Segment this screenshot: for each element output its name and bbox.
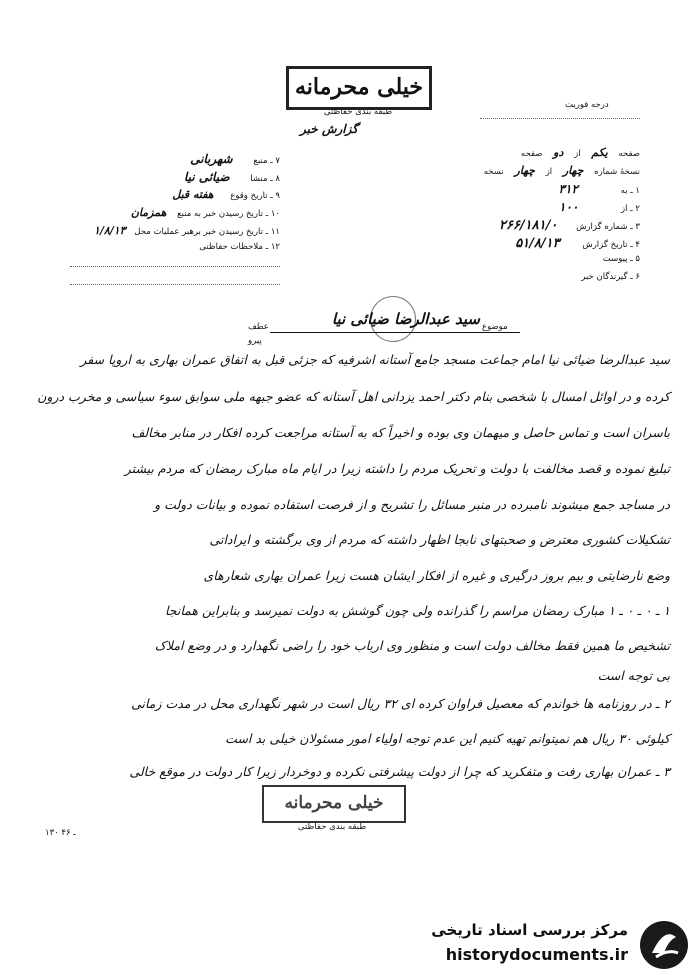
- left-notes-line-2: [70, 284, 280, 285]
- from-value: ۱۰۰: [559, 200, 579, 214]
- left-field-origin-value: ضیائی نیا: [183, 170, 230, 184]
- report-number-value: ۲۶۶/۱۸۱/۰: [498, 218, 558, 233]
- watermark-area: [380, 915, 700, 975]
- subject-underline: [270, 332, 520, 333]
- archive-logo-icon: [638, 919, 690, 971]
- atf-label: عطف: [248, 322, 269, 332]
- footer-stamp-text: خیلی محرمانه: [284, 793, 384, 813]
- left-notes-line-1: [70, 266, 280, 267]
- classification-stamp: [286, 66, 432, 110]
- right-field-page: صفحه یکم از دو صفحه: [520, 146, 640, 159]
- form-code: ۱۳۰ ـ ۴۶: [45, 828, 76, 838]
- right-field-from: ۲ ـ از ۱۰۰: [559, 200, 640, 214]
- body-line: باسران است و تماس حاصل و میهمان وی بوده و اخیراً که به آستانه مراجعت کرده افکار در منابر مخالف: [131, 425, 670, 440]
- body-line: ۲ ـ در روزنامه ها خواندم که معصیل فراوان کرده ای ۳۲ ریال است در شهر نگهداری محل در مدت زمانی: [131, 696, 670, 711]
- page-number: یکم: [591, 146, 608, 159]
- copy-number: چهار: [562, 164, 584, 177]
- left-field-source-value: شهربانی: [190, 152, 233, 166]
- footer-stamp-subtitle: طبقه بندی حفاظتی: [297, 822, 367, 832]
- priority-dots: [480, 118, 640, 119]
- right-field-to: ۱ ـ به ۳۱۲: [558, 182, 640, 196]
- subject-value: سید عبدالرضا ضیائی نیا: [331, 310, 480, 328]
- left-field-receive-leader-value: ۱/۸/۱۳: [93, 224, 126, 237]
- left-field-receive-source-value: همزمان: [130, 206, 167, 219]
- body-line: ۳ ـ عمران بهاری رفت و متفکرید که چرا از دولت پیشرفتی نکرده و دوخردار زیرا کار دولت در موقع خالی: [129, 764, 670, 779]
- priority-label: درجه فوریت: [565, 100, 609, 110]
- right-field-attachment: ۵ ـ پیوست: [602, 254, 640, 264]
- right-field-recipients: ۶ ـ گیرندگان خبر: [581, 272, 640, 282]
- left-field-occurrence-date: ۹ ـ تاریخ وقوع هفته قبل: [172, 188, 280, 201]
- classification-subtitle: طبقه بندی حفاظتی: [323, 107, 393, 117]
- left-field-source: ۷ ـ منبع شهربانی: [190, 152, 280, 166]
- watermark-url: historydocuments.ir: [445, 945, 628, 964]
- footer-stamp: [262, 785, 406, 823]
- left-field-occurrence-value: هفته قبل: [172, 188, 214, 201]
- right-field-copy: نسخهٔ شماره چهار از چهار نسخه: [483, 164, 640, 177]
- classification-stamp-text: خیلی محرمانه: [294, 74, 424, 100]
- left-field-origin: ۸ ـ منشا ضیائی نیا: [183, 170, 280, 184]
- left-field-receive-leader: ۱۱ ـ تاریخ رسیدن خبر برهبر عملیات محل ۱/۸/۱۳: [93, 224, 280, 237]
- body-line: کرده و در اوائل امسال با شخصی بنام دکتر احمد یزدانی اهل آستانه که عضو جبهه ملی سوابق سوء سیاسی و مخرب درون: [37, 389, 670, 404]
- copy-total: چهار: [514, 164, 535, 177]
- left-field-receive-source: ۱۰ ـ تاریخ رسیدن خبر به منبع همزمان: [130, 206, 280, 219]
- body-line: تبلیغ نموده و قصد مخالفت با دولت و تحریک مردم را داشته زیرا در ایام ماه مبارک رمضان که مردم بیشتر: [124, 461, 670, 476]
- to-value: ۳۱۲: [558, 182, 578, 196]
- right-field-report-number: ۳ ـ شماره گزارش ۲۶۶/۱۸۱/۰: [498, 218, 640, 233]
- left-field-security-notes: ۱۲ ـ ملاحظات حفاظتی: [199, 242, 280, 252]
- body-line: وضع نارضایتی و بیم بروز درگیری و غیره از افکار ایشان هست زیرا عمران بهاری شعارهای: [203, 568, 670, 583]
- body-line: تشکیلات کشوری معترض و صحبتهای نابجا اظهار داشته که مردم از وی برگشته و ایراداتی: [209, 532, 670, 547]
- peyro-label: پیرو: [248, 336, 262, 346]
- right-field-report-date: ۴ ـ تاریخ گزارش ۵۱/۸/۱۳: [515, 236, 640, 251]
- watermark-name: مرکز بررسی اسناد تاریخی: [431, 921, 628, 939]
- page-total: دو: [553, 146, 564, 159]
- body-line: سید عبدالرضا ضیائی نیا امام جماعت مسجد جامع آستانه اشرفیه که جزئی قبل به اتفاق عمران بهاری به اروپا سفر: [80, 352, 670, 367]
- report-title: گزارش خبر: [300, 122, 358, 136]
- body-line: تشخیص ما همین فقط مخالف دولت است و منظور وی ارباب خود را راضی نگهدارد و در وضع املاک: [154, 638, 670, 653]
- body-line: بی توجه است: [597, 668, 670, 683]
- report-date-value: ۵۱/۸/۱۳: [515, 236, 560, 251]
- body-line: در مساجد جمع میشوند نامبرده در منبر مسائل را تشریح و از فرصت استفاده نموده و بیانات دولت و: [154, 497, 670, 512]
- body-line: ۱ ـ ۰ ـ ۰ ـ ۱ مبارک رمضان مراسم را گذرانده ولی چون گوشش به دولت نمیرسد و بنابراین همانجا: [164, 603, 670, 618]
- subject-label: موضوع: [482, 322, 508, 332]
- body-line: کیلوئی ۳۰ ریال هم نمیتوانم تهیه کنیم این عدم توجه اولیاء امور مسئولان خیلی بد است: [225, 731, 670, 746]
